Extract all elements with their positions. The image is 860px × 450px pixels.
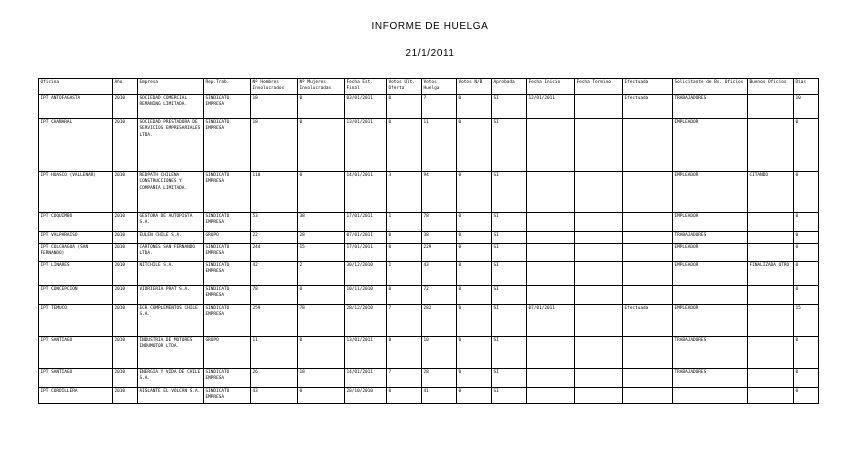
table-cell: 22 bbox=[251, 232, 298, 244]
table-cell: 0 bbox=[457, 232, 492, 244]
table-cell: 43 bbox=[251, 388, 298, 404]
table-cell: SI bbox=[492, 388, 527, 404]
column-header: Aprobada bbox=[492, 79, 527, 95]
table-cell: 42 bbox=[251, 262, 298, 286]
column-header: Fecha Termino bbox=[575, 79, 623, 95]
column-header: Nº Hombres Involucrados bbox=[251, 79, 298, 95]
table-cell: 2010 bbox=[113, 213, 138, 232]
table-cell bbox=[527, 337, 575, 369]
table-cell: SI bbox=[492, 213, 527, 232]
table-cell: EMPLEADOR bbox=[673, 305, 748, 337]
table-cell: SINDICATO EMPRESA bbox=[204, 286, 251, 305]
table-cell: 18 bbox=[298, 369, 345, 388]
table-row bbox=[39, 286, 819, 305]
table-cell: 17/01/2011 bbox=[345, 213, 387, 232]
table-cell bbox=[748, 286, 794, 305]
table-cell: TRABAJADORES bbox=[673, 337, 748, 369]
table-row bbox=[39, 95, 819, 119]
table-cell: 28 bbox=[298, 232, 345, 244]
table-cell bbox=[748, 213, 794, 232]
column-header: Rep.Trab. bbox=[204, 79, 251, 95]
table-cell: 14/01/2011 bbox=[345, 369, 387, 388]
table-cell: 0 bbox=[387, 286, 422, 305]
table-cell bbox=[748, 95, 794, 119]
table-cell: 2010 bbox=[113, 262, 138, 286]
table-cell: SI bbox=[492, 119, 527, 172]
table-cell bbox=[623, 369, 673, 388]
table-cell: 11 bbox=[251, 337, 298, 369]
table-cell bbox=[575, 95, 623, 119]
table-cell: IPT VALPARAISO bbox=[39, 232, 113, 244]
table-cell bbox=[575, 172, 623, 213]
table-cell: 7 bbox=[387, 369, 422, 388]
table-cell: 28 bbox=[422, 369, 457, 388]
table-cell: 3 bbox=[387, 172, 422, 213]
column-header: Año bbox=[113, 79, 138, 95]
column-header: Efectuada bbox=[623, 79, 673, 95]
table-cell: 07/01/2011 bbox=[345, 232, 387, 244]
table-cell: 0 bbox=[457, 244, 492, 262]
table-cell: 17/01/2011 bbox=[345, 244, 387, 262]
table-cell: 0 bbox=[457, 388, 492, 404]
table-cell: IPT HUASCO (VALLENAR) bbox=[39, 172, 113, 213]
table-cell: SINDICATO EMPRESA bbox=[204, 244, 251, 262]
table-cell: Efectuada bbox=[623, 305, 673, 337]
table-cell bbox=[527, 172, 575, 213]
table-body bbox=[39, 95, 819, 404]
table-cell: 0 bbox=[298, 119, 345, 172]
table-cell: 2010 bbox=[113, 305, 138, 337]
table-cell: 2010 bbox=[113, 244, 138, 262]
table-row bbox=[39, 213, 819, 232]
table-row bbox=[39, 119, 819, 172]
table-cell: CITANDO bbox=[748, 172, 794, 213]
table-cell: SI bbox=[492, 95, 527, 119]
table-cell: 15 bbox=[298, 244, 345, 262]
column-header: Votos Huelga bbox=[422, 79, 457, 95]
column-header: Votos Ult. Oferta bbox=[387, 79, 422, 95]
column-header: Votos N/B bbox=[457, 79, 492, 95]
table-cell: 13/01/2011 bbox=[345, 337, 387, 369]
table-cell bbox=[527, 262, 575, 286]
table-cell: 2010 bbox=[113, 286, 138, 305]
table-cell: SINDICATO EMPRESA bbox=[204, 213, 251, 232]
column-header: Nº Mujeres Involucradas bbox=[298, 79, 345, 95]
table-cell: 30/12/2010 bbox=[345, 262, 387, 286]
table-cell bbox=[623, 337, 673, 369]
table-cell: EMPLEADOR bbox=[673, 172, 748, 213]
table-row bbox=[39, 172, 819, 213]
table-cell bbox=[748, 305, 794, 337]
table-cell bbox=[575, 369, 623, 388]
table-cell: 259 bbox=[251, 305, 298, 337]
table-cell bbox=[623, 244, 673, 262]
table-cell: 0 bbox=[387, 119, 422, 172]
table-cell: 18 bbox=[251, 119, 298, 172]
table-cell bbox=[575, 337, 623, 369]
table-cell bbox=[575, 119, 623, 172]
table-cell bbox=[623, 119, 673, 172]
table-cell bbox=[575, 286, 623, 305]
table-cell: 0 bbox=[298, 337, 345, 369]
table-cell: 2010 bbox=[113, 172, 138, 213]
table-cell: EMPLEADOR bbox=[673, 262, 748, 286]
table-cell: 2010 bbox=[113, 95, 138, 119]
column-header: Buenos Oficios bbox=[748, 79, 794, 95]
table-cell: 12/01/2011 bbox=[527, 95, 575, 119]
table-cell: SOCIEDAD PRESTADORA DE SERVICIOS EMPRESARIALES LTDA. bbox=[138, 119, 204, 172]
table-cell bbox=[527, 213, 575, 232]
table-header-row bbox=[39, 79, 819, 95]
table-cell: Efectuada bbox=[623, 95, 673, 119]
table-cell: 41 bbox=[422, 388, 457, 404]
table-cell: 11 bbox=[422, 119, 457, 172]
table-cell: 0 bbox=[457, 286, 492, 305]
table-row bbox=[39, 305, 819, 337]
table-cell: 10 bbox=[794, 95, 819, 119]
table-cell: 2 bbox=[298, 262, 345, 286]
table-cell bbox=[575, 244, 623, 262]
table-cell: ECR COMPLEMENTOS CHILE S.A. bbox=[138, 305, 204, 337]
table-cell: 94 bbox=[422, 172, 457, 213]
table-cell: 0 bbox=[794, 388, 819, 404]
table-cell bbox=[623, 286, 673, 305]
table-cell: SI bbox=[492, 172, 527, 213]
table-cell: SINDICATO EMPRESA bbox=[204, 305, 251, 337]
table-cell: ENERGIA Y VIDA DE CHILE S.A. bbox=[138, 369, 204, 388]
report-date: 21/1/2011 bbox=[405, 48, 455, 59]
table-cell: 26 bbox=[251, 369, 298, 388]
table-cell: TRABAJADORES bbox=[673, 232, 748, 244]
table-cell: SINDICATO EMPRESA bbox=[204, 262, 251, 286]
table-cell: 28/12/2010 bbox=[345, 305, 387, 337]
table-cell: 15 bbox=[794, 305, 819, 337]
table-cell bbox=[575, 262, 623, 286]
table-cell: FINALIZADA OTRO bbox=[748, 262, 794, 286]
table-cell bbox=[748, 232, 794, 244]
table-cell: 28/10/2010 bbox=[345, 388, 387, 404]
table-cell: 2010 bbox=[113, 232, 138, 244]
table-cell: SI bbox=[492, 369, 527, 388]
table-row bbox=[39, 369, 819, 388]
table-row bbox=[39, 244, 819, 262]
table-cell: 1 bbox=[387, 262, 422, 286]
table-cell: SINDICATO EMPRESA bbox=[204, 369, 251, 388]
table-cell: IPT COQUIMBO bbox=[39, 213, 113, 232]
column-header: Empresa bbox=[138, 79, 204, 95]
table-cell: 0 bbox=[457, 262, 492, 286]
table-row bbox=[39, 262, 819, 286]
table-cell: 07/01/2011 bbox=[527, 305, 575, 337]
table-cell: 0 bbox=[794, 119, 819, 172]
table-cell: IPT LINARES bbox=[39, 262, 113, 286]
table-cell: 2010 bbox=[113, 369, 138, 388]
table-cell: IPT CORDILLERA bbox=[39, 388, 113, 404]
table-cell: VIDRIERIA PRAT S.A. bbox=[138, 286, 204, 305]
table-cell bbox=[575, 305, 623, 337]
table-cell: 1 bbox=[387, 213, 422, 232]
table-cell: SI bbox=[492, 286, 527, 305]
table-cell: 0 bbox=[457, 305, 492, 337]
table-cell: AISLANTE EL VOLCAN S.A. bbox=[138, 388, 204, 404]
table-cell bbox=[623, 213, 673, 232]
table-cell: SI bbox=[492, 305, 527, 337]
table-cell: 2010 bbox=[113, 337, 138, 369]
table-cell: 14/01/2011 bbox=[345, 172, 387, 213]
table-cell: IPT ANTOFAGASTA bbox=[39, 95, 113, 119]
table-cell: 282 bbox=[422, 305, 457, 337]
table-cell: TRABAJADORES bbox=[673, 95, 748, 119]
table-cell: INDUSTRIA DE MOTORES INDUMOTOR LTDA. bbox=[138, 337, 204, 369]
table-cell: SI bbox=[492, 244, 527, 262]
table-cell bbox=[575, 213, 623, 232]
table-cell: EMPLEADOR bbox=[673, 244, 748, 262]
table-cell: 0 bbox=[794, 232, 819, 244]
table-cell bbox=[623, 388, 673, 404]
table-cell: 0 bbox=[387, 244, 422, 262]
table-cell: 0 bbox=[457, 369, 492, 388]
table-row bbox=[39, 232, 819, 244]
table-cell: 0 bbox=[298, 95, 345, 119]
table-cell: 2010 bbox=[113, 388, 138, 404]
table-cell: 0 bbox=[794, 262, 819, 286]
table-cell: 13/01/2011 bbox=[345, 119, 387, 172]
table-cell: 7 bbox=[387, 305, 422, 337]
table-cell: SINDICATO EMPRESA bbox=[204, 388, 251, 404]
table-cell bbox=[623, 232, 673, 244]
table-cell: EMPLEADOR bbox=[673, 213, 748, 232]
table-cell: 0 bbox=[794, 286, 819, 305]
table-cell bbox=[748, 369, 794, 388]
table-cell: 0 bbox=[794, 244, 819, 262]
table-cell: 0 bbox=[298, 286, 345, 305]
table-cell: IPT TEMUCO bbox=[39, 305, 113, 337]
table-cell: SI bbox=[492, 232, 527, 244]
table-cell: REDPATH CHILENA CONSTRUCCIONES Y COMPAÑIA LIMITADA. bbox=[138, 172, 204, 213]
table-cell bbox=[527, 286, 575, 305]
table-cell: 72 bbox=[422, 286, 457, 305]
table-cell bbox=[623, 172, 673, 213]
table-cell: 0 bbox=[298, 172, 345, 213]
table-cell bbox=[527, 244, 575, 262]
table-cell bbox=[673, 388, 748, 404]
table-cell: 78 bbox=[251, 286, 298, 305]
table-cell: 0 bbox=[387, 388, 422, 404]
table-cell: 2010 bbox=[113, 119, 138, 172]
table-cell bbox=[527, 369, 575, 388]
table-cell: 0 bbox=[387, 95, 422, 119]
table-cell: 110 bbox=[251, 172, 298, 213]
table-cell: 0 bbox=[457, 213, 492, 232]
column-header: Días bbox=[794, 79, 819, 95]
table-cell: 229 bbox=[422, 244, 457, 262]
table-cell: 78 bbox=[422, 213, 457, 232]
table-cell: 10 bbox=[422, 337, 457, 369]
table-cell: IPT COLCHAGUA (SAN FERNANDO) bbox=[39, 244, 113, 262]
table-cell bbox=[748, 119, 794, 172]
table-cell: 0 bbox=[457, 95, 492, 119]
column-header: Fecha Est. Final bbox=[345, 79, 387, 95]
table-cell: EULEN CHILE S.A. bbox=[138, 232, 204, 244]
column-header: Fecha Inicio bbox=[527, 79, 575, 95]
table-cell: IPT SANTIAGO bbox=[39, 337, 113, 369]
table-cell: 53 bbox=[251, 213, 298, 232]
table-cell: EMPLEADOR bbox=[673, 119, 748, 172]
table-cell bbox=[748, 388, 794, 404]
table-cell: 38 bbox=[298, 213, 345, 232]
table-cell bbox=[623, 262, 673, 286]
table-cell: 0 bbox=[298, 388, 345, 404]
table-cell: SINDICATO EMPRESA bbox=[204, 95, 251, 119]
table-cell: CARTONES SAN FERNANDO LTDA. bbox=[138, 244, 204, 262]
table-cell bbox=[575, 388, 623, 404]
table-cell: SI bbox=[492, 337, 527, 369]
table-cell: GESTORA DE AUTOPISTA S.A. bbox=[138, 213, 204, 232]
table-cell: 43 bbox=[422, 262, 457, 286]
table-cell: NITCHILE S.A. bbox=[138, 262, 204, 286]
table-cell: GRUPO bbox=[204, 337, 251, 369]
table-cell bbox=[748, 244, 794, 262]
report-title: INFORME DE HUELGA bbox=[371, 21, 489, 32]
table-cell: SOCIEDAD COMERCIAL REMANING LIMITADA. bbox=[138, 95, 204, 119]
table-cell: SINDICATO EMPRESA bbox=[204, 172, 251, 213]
table-cell: 18 bbox=[251, 95, 298, 119]
table-cell: TRABAJADORES bbox=[673, 369, 748, 388]
table-cell: 0 bbox=[387, 337, 422, 369]
table-cell: GRUPO bbox=[204, 232, 251, 244]
column-header: Oficina bbox=[39, 79, 113, 95]
table-cell bbox=[748, 337, 794, 369]
table-cell: IPT CONCEPCION bbox=[39, 286, 113, 305]
table-cell: IPT SANTIAGO bbox=[39, 369, 113, 388]
table-cell: 7 bbox=[422, 95, 457, 119]
table-cell: 10/11/2010 bbox=[345, 286, 387, 305]
column-header: Solicitante de Bs. Oficios bbox=[673, 79, 748, 95]
table-cell: 78 bbox=[298, 305, 345, 337]
table-cell: IPT CHAÑARAL bbox=[39, 119, 113, 172]
table-cell: 0 bbox=[794, 213, 819, 232]
table-cell bbox=[527, 388, 575, 404]
table-cell: SI bbox=[492, 262, 527, 286]
table-cell: 03/01/2011 bbox=[345, 95, 387, 119]
table-cell: 0 bbox=[794, 337, 819, 369]
table-cell: 0 bbox=[457, 337, 492, 369]
table-cell: 0 bbox=[457, 119, 492, 172]
table-cell bbox=[527, 232, 575, 244]
table-cell bbox=[673, 286, 748, 305]
strike-report-table bbox=[38, 78, 819, 404]
table-cell bbox=[575, 232, 623, 244]
table-row bbox=[39, 388, 819, 404]
table-cell: 0 bbox=[457, 172, 492, 213]
table-cell: 244 bbox=[251, 244, 298, 262]
table-cell: 0 bbox=[794, 172, 819, 213]
table-cell: 0 bbox=[387, 232, 422, 244]
table-cell: 0 bbox=[794, 369, 819, 388]
table-cell: 38 bbox=[422, 232, 457, 244]
table-cell bbox=[527, 119, 575, 172]
table-row bbox=[39, 337, 819, 369]
table-cell: SINDICATO EMPRESA bbox=[204, 119, 251, 172]
